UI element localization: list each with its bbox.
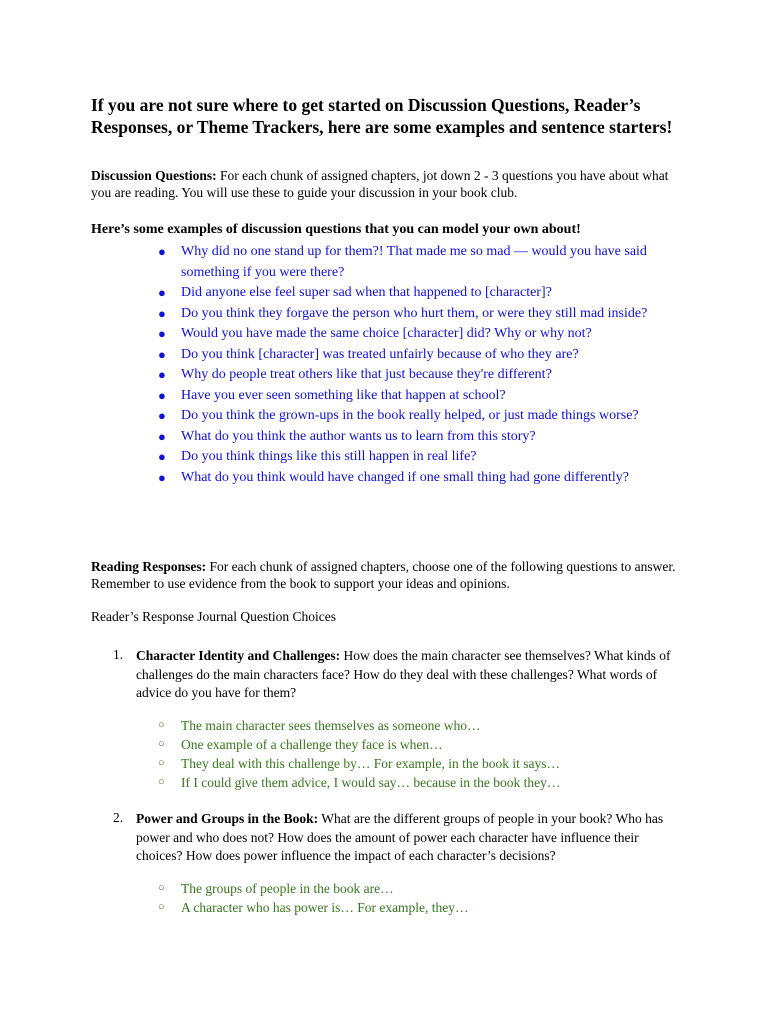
choice-body (136, 647, 681, 703)
list-item: ● Do you think [character] was treated unfairly because of who they are? (0, 345, 700, 366)
list-item: ○ A character who has power is… For example, they… (158, 900, 469, 915)
list-item: ○ If I could give them advice, I would say… because in the book they… (158, 775, 561, 790)
bullet-icon: ● (158, 285, 166, 300)
list-item: ○ One example of a challenge they face is when… (158, 737, 443, 752)
discussion-questions-text: For each chunk of assigned chapters, jot down 2 - 3 questions you have about what you are reading. You will use these to guide your discussion in your book club. (91, 168, 669, 200)
reading-responses-text: For each chunk of assigned chapters, choose one of the following questions to answer. Remember to use evidence from the book to support your ideas and opinions. (91, 559, 676, 591)
list-item: ○ The main character sees themselves as someone who… (158, 718, 481, 733)
discussion-questions-paragraph (91, 167, 691, 201)
list-item: ● What do you think the author wants us to learn from this story? (0, 427, 700, 448)
choice-number: 2. (113, 810, 124, 825)
list-item: ○ They deal with this challenge by… For example, in the book it says… (158, 756, 561, 771)
list-item: ○ The groups of people in the book are… (158, 881, 394, 896)
bullet-icon: ● (158, 305, 166, 321)
choice-text: What are the different groups of people in your book? Who has power and who does not? How does the amount of power each character have influence their choices? How does power influence the impact of each character’s decisions? (136, 811, 664, 863)
circle-bullet-icon: ○ (158, 882, 165, 894)
choice-label: Character Identity and Challenges: (136, 648, 341, 663)
list-item: ● Do you think things like this still happen in real life? (0, 447, 700, 468)
journal-heading: Reader’s Response Journal Question Choices (91, 609, 336, 624)
reading-responses-paragraph (91, 558, 691, 592)
bullet-icon: ● (158, 449, 166, 464)
list-item: ● Would you have made the same choice [character] did? Why or why not? (0, 324, 700, 345)
example-questions-list (0, 242, 700, 488)
examples-heading: Here’s some examples of discussion questions that you can model your own about! (91, 222, 581, 237)
list-item: ● Have you ever seen something like that happen at school? (0, 386, 700, 407)
bullet-icon: ● (158, 469, 166, 485)
circle-bullet-icon: ○ (158, 719, 165, 731)
circle-bullet-icon: ○ (158, 901, 165, 913)
list-item: ● Why do people treat others like that just because they're different? (0, 365, 700, 386)
list-item: ● Did anyone else feel super sad when that happened to [character]? (0, 283, 700, 304)
choice-2-starters (0, 879, 700, 917)
list-item: ● Do you think the grown-ups in the book really helped, or just made things worse? (0, 406, 700, 427)
bullet-icon: ● (158, 428, 166, 444)
bullet-icon: ● (158, 346, 166, 362)
choice-body (136, 810, 681, 866)
bullet-icon: ● (158, 326, 166, 341)
reading-responses-label: Reading Responses: (91, 559, 207, 574)
choice-number: 1. (113, 647, 124, 662)
choice-1-starters (0, 716, 700, 792)
list-item: ● Do you think they forgave the person who hurt them, or were they still mad inside? (0, 304, 700, 325)
bullet-icon: ● (158, 244, 166, 259)
circle-bullet-icon: ○ (158, 757, 165, 769)
list-item: ● What do you think would have changed if one small thing had gone differently? (0, 468, 700, 489)
circle-bullet-icon: ○ (158, 738, 165, 750)
discussion-questions-label: Discussion Questions: (91, 168, 217, 183)
choice-label: Power and Groups in the Book: (136, 811, 319, 826)
list-item: ● Why did no one stand up for them?! That made me so mad — would you have said something if you were there? (158, 244, 647, 280)
circle-bullet-icon: ○ (158, 776, 165, 788)
bullet-icon: ● (158, 408, 166, 423)
bullet-icon: ● (158, 387, 166, 403)
bullet-icon: ● (158, 367, 166, 382)
page-title: If you are not sure where to get started on Discussion Questions, Reader’s Responses, or Theme Trackers, here are some examples and sentence starters! (91, 95, 673, 137)
choice-text: How does the main character see themselves? What kinds of challenges do the main characters face? How do they deal with these challenges? What words of advice do you have for them? (136, 648, 671, 700)
